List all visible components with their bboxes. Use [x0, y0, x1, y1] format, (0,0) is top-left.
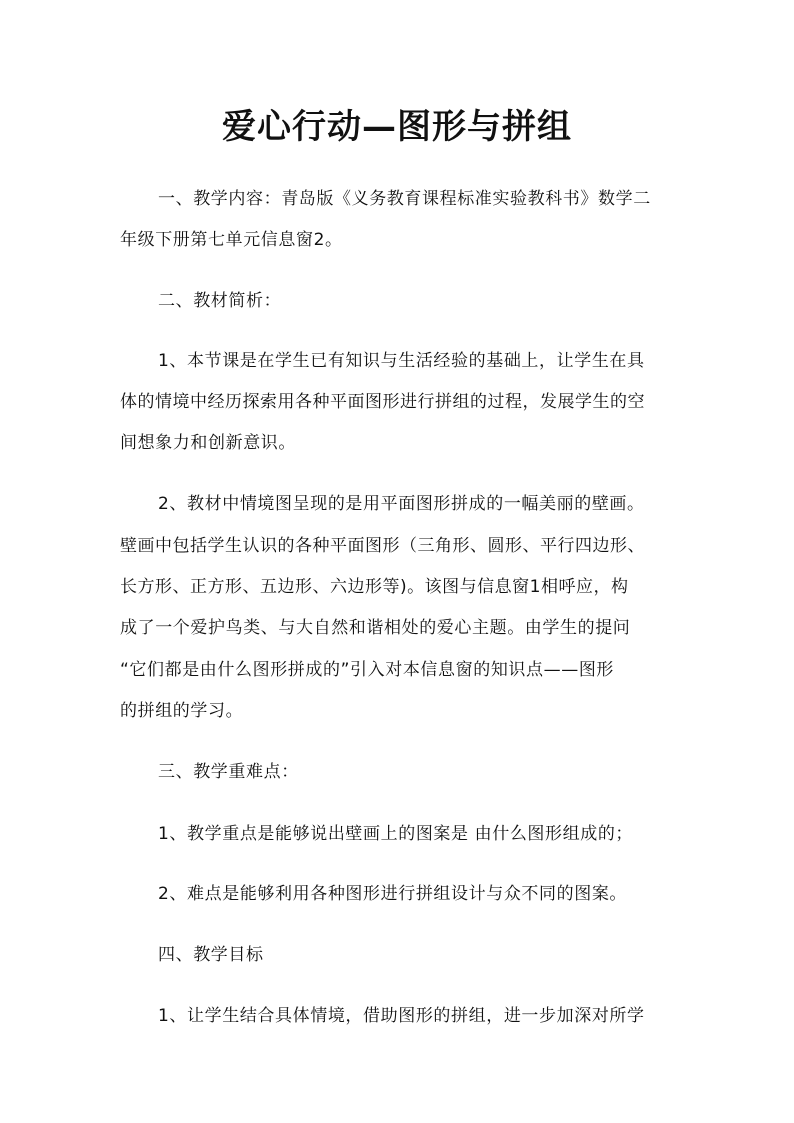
paragraph-line: 间想象力和创新意识。: [120, 433, 296, 453]
paragraph-line: 1、让学生结合具体情境，借助图形的拼组，进一步加深对所学: [158, 1006, 645, 1026]
paragraph-line: “它们都是由什么图形拼成的”引入对本信息窗的知识点——图形: [120, 660, 615, 680]
paragraph-line: 体的情境中经历探索用各种平面图形进行拼组的过程，发展学生的空: [120, 392, 645, 412]
section-heading: 二、教材简析：: [158, 291, 282, 311]
section-heading: 四、教学目标: [158, 945, 264, 965]
paragraph-line: 2、难点是能够利用各种图形进行拼组设计与众不同的图案。: [158, 884, 628, 904]
paragraph-line: 1、本节课是在学生已有知识与生活经验的基础上，让学生在具: [158, 351, 645, 371]
paragraph-line: 壁画中包括学生认识的各种平面图形（三角形、圆形、平行四边形、: [120, 536, 645, 556]
paragraph-line: 年级下册第七单元信息窗2。: [120, 230, 343, 250]
paragraph-line: 1、教学重点是能够说出壁画上的图案是 由什么图形组成的；: [158, 824, 634, 844]
paragraph-line: 成了一个爱护鸟类、与大自然和谐相处的爱心主题。由学生的提问: [120, 618, 631, 638]
document-title: 爱心行动—图形与拼组: [222, 107, 572, 147]
section-heading: 三、教学重难点：: [158, 762, 299, 782]
paragraph-line: 的拼组的学习。: [120, 701, 244, 721]
paragraph-line: 一、教学内容：青岛版《义务教育课程标准实验教科书》数学二: [158, 189, 651, 209]
paragraph-line: 长方形、正方形、五边形、六边形等)。该图与信息窗1相呼应，构: [120, 577, 629, 597]
paragraph-line: 2、教材中情境图呈现的是用平面图形拼成的一幅美丽的壁画。: [158, 494, 645, 514]
